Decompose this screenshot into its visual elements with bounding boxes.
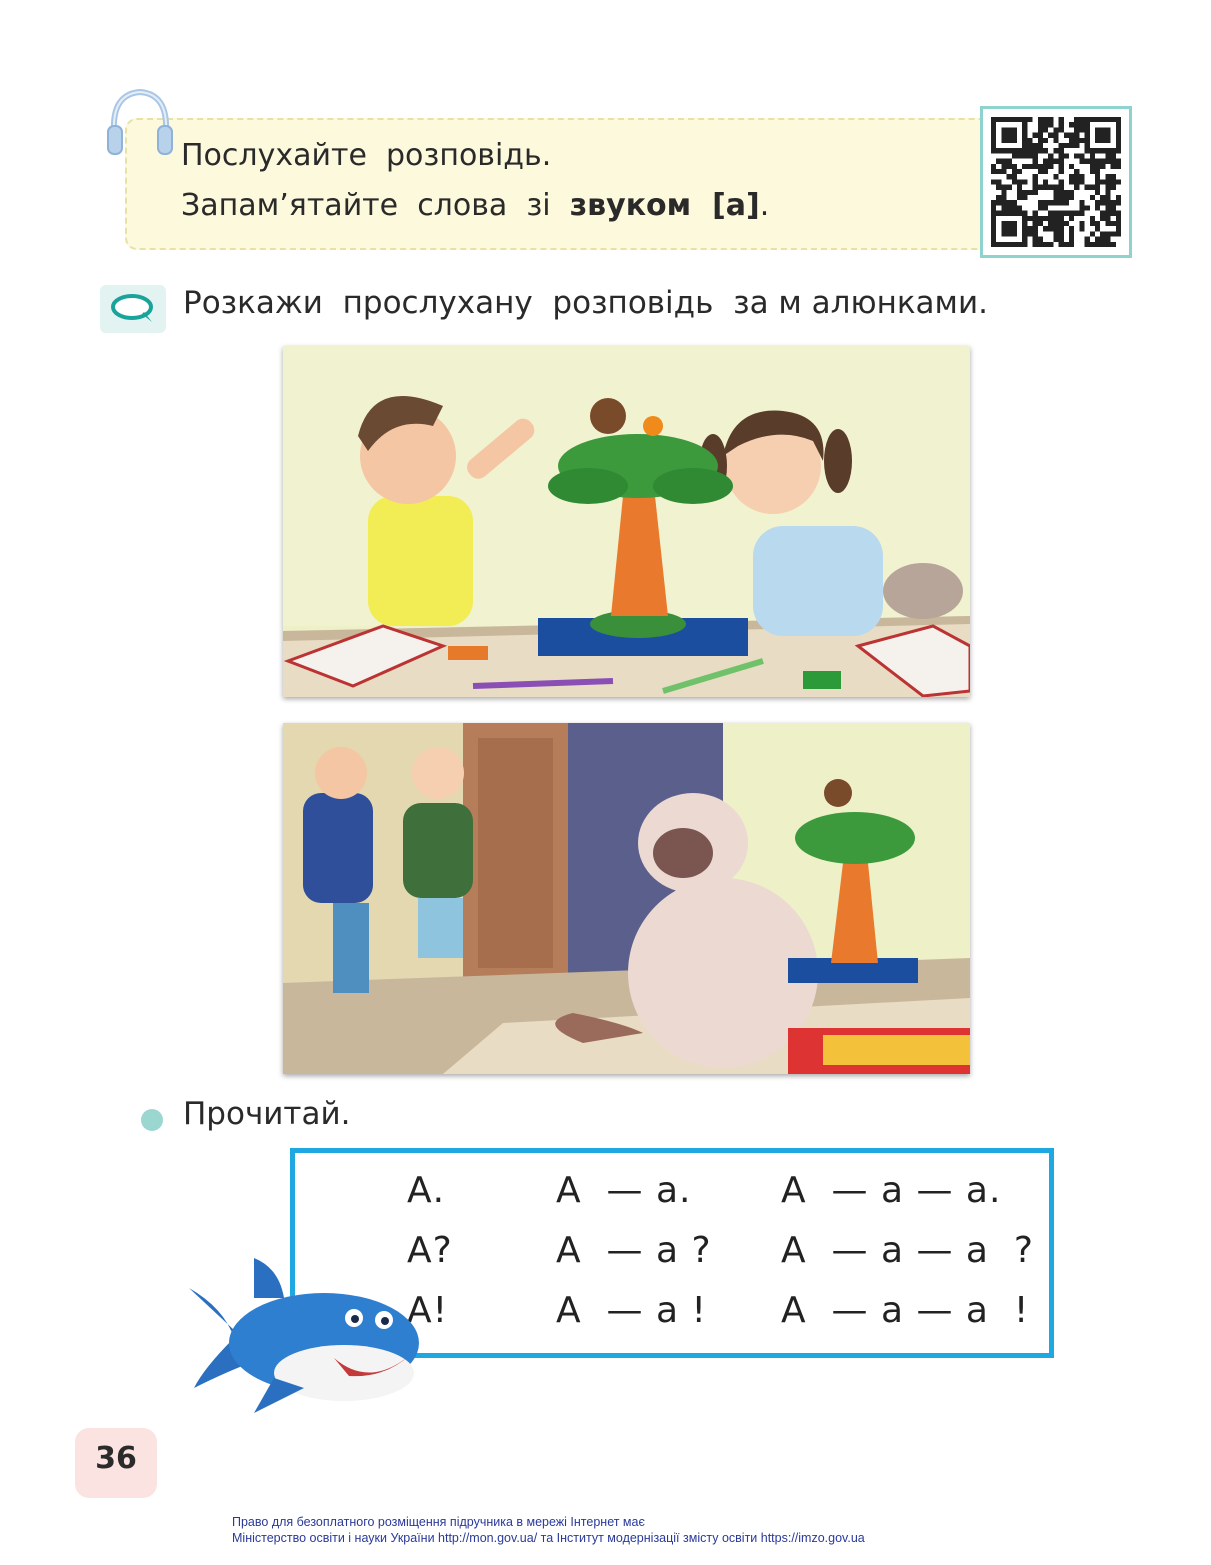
listen-line-2 — [181, 188, 769, 223]
headphones-icon — [104, 84, 176, 164]
listen-line-2-end: . — [759, 188, 770, 223]
sound-a-emphasis: звуком [а] — [569, 188, 760, 223]
syllable-r1-c2: А — а. — [556, 1170, 692, 1211]
syllable-r2-c3: А — а — а ? — [781, 1230, 1034, 1271]
syllable-r1-c3: А — а — а. — [781, 1170, 1002, 1211]
illustration-cat-with-mouse — [283, 723, 970, 1074]
footer-rights-line: Право для безоплатного розміщення підручника в мережі Інтернет має — [232, 1515, 645, 1529]
syllable-r3-c2: А — а ! — [556, 1290, 707, 1331]
speech-bubble-icon — [108, 290, 158, 328]
syllable-r2-c1: А? — [407, 1230, 453, 1271]
footer-links-line: Міністерство освіти і науки України http://mon.gov.ua/ та Інститут модернізації змісту освіти https://imzo.gov.ua — [232, 1531, 865, 1545]
listen-line-1: Послухайте розповідь. — [181, 138, 552, 173]
listen-line-2-text: Запам’ятайте слова зі — [181, 188, 570, 223]
syllable-r3-c1: А! — [407, 1290, 449, 1331]
read-title: Прочитай. — [183, 1096, 351, 1132]
qr-code[interactable] — [991, 117, 1121, 247]
syllable-r2-c2: А — а ? — [556, 1230, 712, 1271]
shark-illustration — [184, 1238, 424, 1418]
syllable-r1-c1: А. — [407, 1170, 446, 1211]
syllable-r3-c3: А — а — а ! — [781, 1290, 1030, 1331]
tell-instruction: Розкажи прослухану розповідь за м алюнками. — [183, 285, 988, 321]
illustration-children-modeling — [283, 346, 970, 697]
page-number: 36 — [95, 1441, 137, 1476]
bullet-dot-icon — [141, 1109, 163, 1131]
